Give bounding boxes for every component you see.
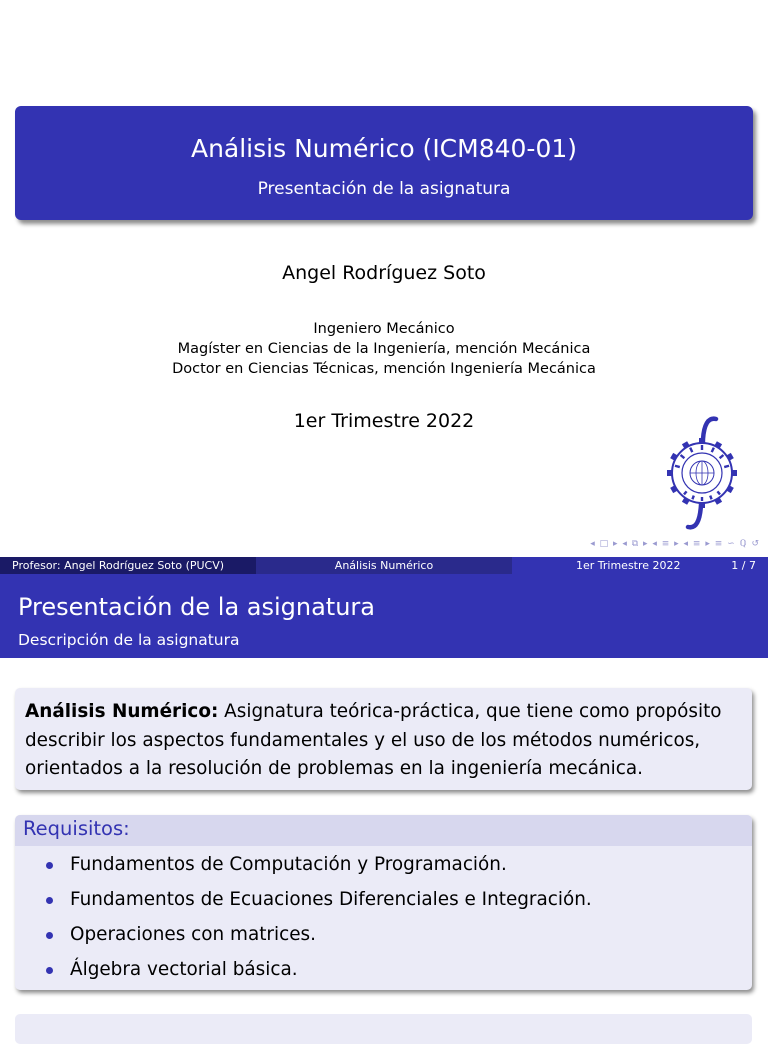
escuela-ingenieria-mecanica-seal-icon — [664, 413, 740, 533]
frame-title: Presentación de la asignatura — [18, 593, 375, 621]
author-credentials — [0, 319, 768, 379]
footline-date: 1er Trimestre 2022 — [576, 559, 681, 572]
beamer-navigation-icons[interactable]: ◂ □ ▸ ◂ ⧉ ▸ ◂ ≡ ▸ ◂ ≡ ▸ ≡ ∽ ℚ ↺ — [590, 539, 760, 549]
frame-title-bar — [0, 574, 768, 658]
description-line: describir los aspectos fundamentales y el uso de los métodos numéricos, — [25, 729, 701, 751]
bullet-icon — [46, 967, 53, 974]
description-text — [25, 698, 746, 784]
presentation-subtitle: Presentación de la asignatura — [257, 179, 511, 199]
bullet-icon — [46, 862, 53, 869]
credential-line: Ingeniero Mecánico — [313, 321, 455, 337]
description-line — [25, 698, 746, 727]
list-item-text: Operaciones con matrices. — [70, 924, 316, 945]
requirements-block-header — [15, 815, 752, 846]
footline-title: Análisis Numérico — [256, 557, 512, 574]
next-block — [15, 1014, 752, 1044]
description-label: Análisis Numérico: — [25, 701, 219, 722]
requirements-title: Requisitos: — [23, 817, 130, 840]
frame-subtitle: Descripción de la asignatura — [18, 631, 240, 649]
bullet-icon — [46, 932, 53, 939]
bullet-icon — [46, 897, 53, 904]
list-item-text: Fundamentos de Computación y Programación. — [70, 854, 507, 875]
footline-info — [512, 557, 768, 574]
presentation-date: 1er Trimestre 2022 — [293, 410, 475, 432]
credential-line: Doctor en Ciencias Técnicas, mención Ingeniería Mecánica — [172, 361, 596, 377]
credential-line: Magíster en Ciencias de la Ingeniería, mención Mecánica — [177, 341, 591, 357]
footline-author: Profesor: Angel Rodríguez Soto (PUCV) — [0, 557, 256, 574]
page-number: 1 / 7 — [731, 559, 756, 572]
description-block — [15, 688, 752, 790]
description-line-text: Asignatura teórica-práctica, que tiene como propósito — [218, 701, 722, 722]
list-item-text: Álgebra vectorial básica. — [70, 959, 298, 980]
title-block — [15, 106, 753, 220]
presentation-title: Análisis Numérico (ICM840-01) — [190, 134, 578, 163]
list-item-text: Fundamentos de Ecuaciones Diferenciales e Integración. — [70, 889, 592, 910]
footline — [0, 557, 768, 574]
requirements-block — [15, 815, 752, 990]
description-line: orientados a la resolución de problemas en la ingeniería mecánica. — [25, 758, 643, 779]
author-name: Angel Rodríguez Soto — [282, 262, 486, 284]
